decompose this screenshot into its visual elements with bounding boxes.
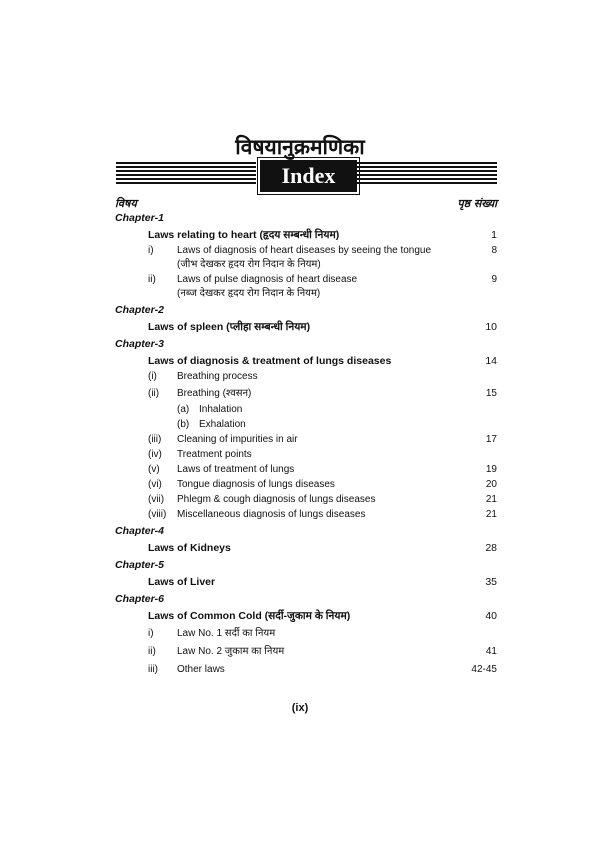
chapter-label: Chapter-1	[115, 212, 165, 224]
toc-entry	[115, 607, 497, 625]
entry-title: Laws of diagnosis & treatment of lungs diseases	[148, 355, 392, 367]
entry-title: Laws of Liver	[148, 576, 216, 588]
subentry-title: Breathing process	[177, 371, 258, 382]
entry-page: 35	[485, 576, 497, 588]
subsubentry-letter: (b)	[177, 419, 190, 430]
subentry-number: (iv)	[148, 449, 162, 460]
subentry-number: ii)	[148, 274, 156, 285]
toc-subentry	[115, 508, 497, 523]
page-footer-number: (ix)	[291, 702, 309, 714]
page-number-header: पृष्ठ संख्या	[457, 197, 497, 210]
subentry-title: Laws of diagnosis of heart diseases by seeing the tongue	[177, 245, 432, 256]
subentry-page: 42-45	[471, 664, 497, 675]
toc-entry	[115, 352, 497, 370]
chapter-label: Chapter-3	[115, 338, 165, 350]
subentry-title: Laws of pulse diagnosis of heart disease	[177, 274, 358, 285]
chapter-label: Chapter-6	[115, 593, 165, 605]
subentry-page: 8	[491, 245, 497, 256]
subentry-title: Miscellaneous diagnosis of lungs diseases	[177, 509, 366, 520]
toc-entry	[115, 539, 497, 557]
subentry-number: (ii)	[148, 388, 160, 399]
subentry-title: Tongue diagnosis of lungs diseases	[177, 479, 335, 490]
subentry-title-hindi: (जीभ देखकर हृदय रोग निदान के नियम)	[177, 259, 321, 270]
banner-lines-right	[357, 162, 497, 188]
toc-subentry	[115, 244, 497, 273]
toc-subentry	[115, 493, 497, 508]
banner-lines-left	[116, 162, 256, 188]
index-heading: Index	[260, 160, 357, 192]
toc-subentry	[115, 463, 497, 478]
toc-entry	[115, 573, 497, 591]
subentry-title: Phlegm & cough diagnosis of lungs diseases	[177, 494, 376, 505]
entry-page: 28	[485, 542, 497, 554]
entry-page: 10	[485, 321, 497, 333]
subentry-title: Cleaning of impurities in air	[177, 434, 298, 445]
subentry-number: ii)	[148, 646, 156, 657]
subentry-number: (vii)	[148, 494, 165, 505]
subentry-title: Breathing (श्वसन)	[177, 388, 252, 399]
subject-header: विषय	[115, 197, 137, 210]
toc-subentry	[115, 448, 497, 463]
subentry-page: 19	[485, 464, 497, 475]
toc-subentry	[115, 370, 497, 385]
entry-title: Laws of Common Cold (सर्दी-जुकाम के नियम)	[148, 610, 351, 622]
subentry-page: 15	[485, 388, 497, 399]
subentry-page: 9	[491, 274, 497, 285]
subentry-title-hindi: (नब्ज देखकर हृदय रोग निदान के नियम)	[177, 288, 321, 299]
entry-page: 14	[485, 355, 497, 367]
toc-subentry	[115, 273, 497, 302]
subentry-page: 17	[485, 434, 497, 445]
chapter-label: Chapter-5	[115, 559, 165, 571]
toc-subentry	[115, 625, 497, 643]
toc-subentry	[115, 661, 497, 679]
subentry-number: (i)	[148, 371, 157, 382]
subentry-page: 21	[485, 509, 497, 520]
subsubentry-letter: (a)	[177, 404, 190, 415]
chapter-label: Chapter-4	[115, 525, 165, 537]
toc-entry	[115, 318, 497, 336]
entry-title: Laws of Kidneys	[148, 542, 231, 554]
toc-entry	[115, 226, 497, 244]
entry-title: Laws relating to heart (हृदय सम्बन्धी नियम)	[148, 229, 340, 241]
table-of-contents	[115, 210, 497, 679]
toc-subentry	[115, 433, 497, 448]
toc-subentry	[115, 643, 497, 661]
entry-page: 1	[491, 229, 497, 241]
toc-subentry	[115, 385, 497, 403]
subentry-title: Treatment points	[177, 449, 252, 460]
subentry-number: (v)	[148, 464, 160, 475]
entry-title: Laws of spleen (प्लीहा सम्बन्धी नियम)	[148, 321, 311, 333]
subentry-title: Law No. 1 सर्दी का नियम	[177, 628, 276, 639]
subentry-number: i)	[148, 628, 154, 639]
toc-subsubentry	[115, 403, 497, 418]
subentry-number: (vi)	[148, 479, 162, 490]
subentry-number: (iii)	[148, 434, 162, 445]
subentry-number: iii)	[148, 664, 158, 675]
subentry-number: i)	[148, 245, 154, 256]
subentry-page: 20	[485, 479, 497, 490]
entry-page: 40	[485, 610, 497, 622]
hindi-title: विषयानुक्रमणिका	[235, 135, 365, 159]
subsubentry-title: Exhalation	[199, 419, 246, 430]
subentry-number: (viii)	[148, 509, 167, 520]
chapter-label: Chapter-2	[115, 304, 165, 316]
toc-subentry	[115, 478, 497, 493]
subentry-title: Laws of treatment of lungs	[177, 464, 295, 475]
index-banner	[116, 162, 497, 188]
subentry-title: Other laws	[177, 664, 225, 675]
subentry-page: 41	[485, 646, 497, 657]
subentry-page: 21	[485, 494, 497, 505]
subentry-title: Law No. 2 जुकाम का नियम	[177, 646, 285, 657]
toc-subsubentry	[115, 418, 497, 433]
subsubentry-title: Inhalation	[199, 404, 243, 415]
